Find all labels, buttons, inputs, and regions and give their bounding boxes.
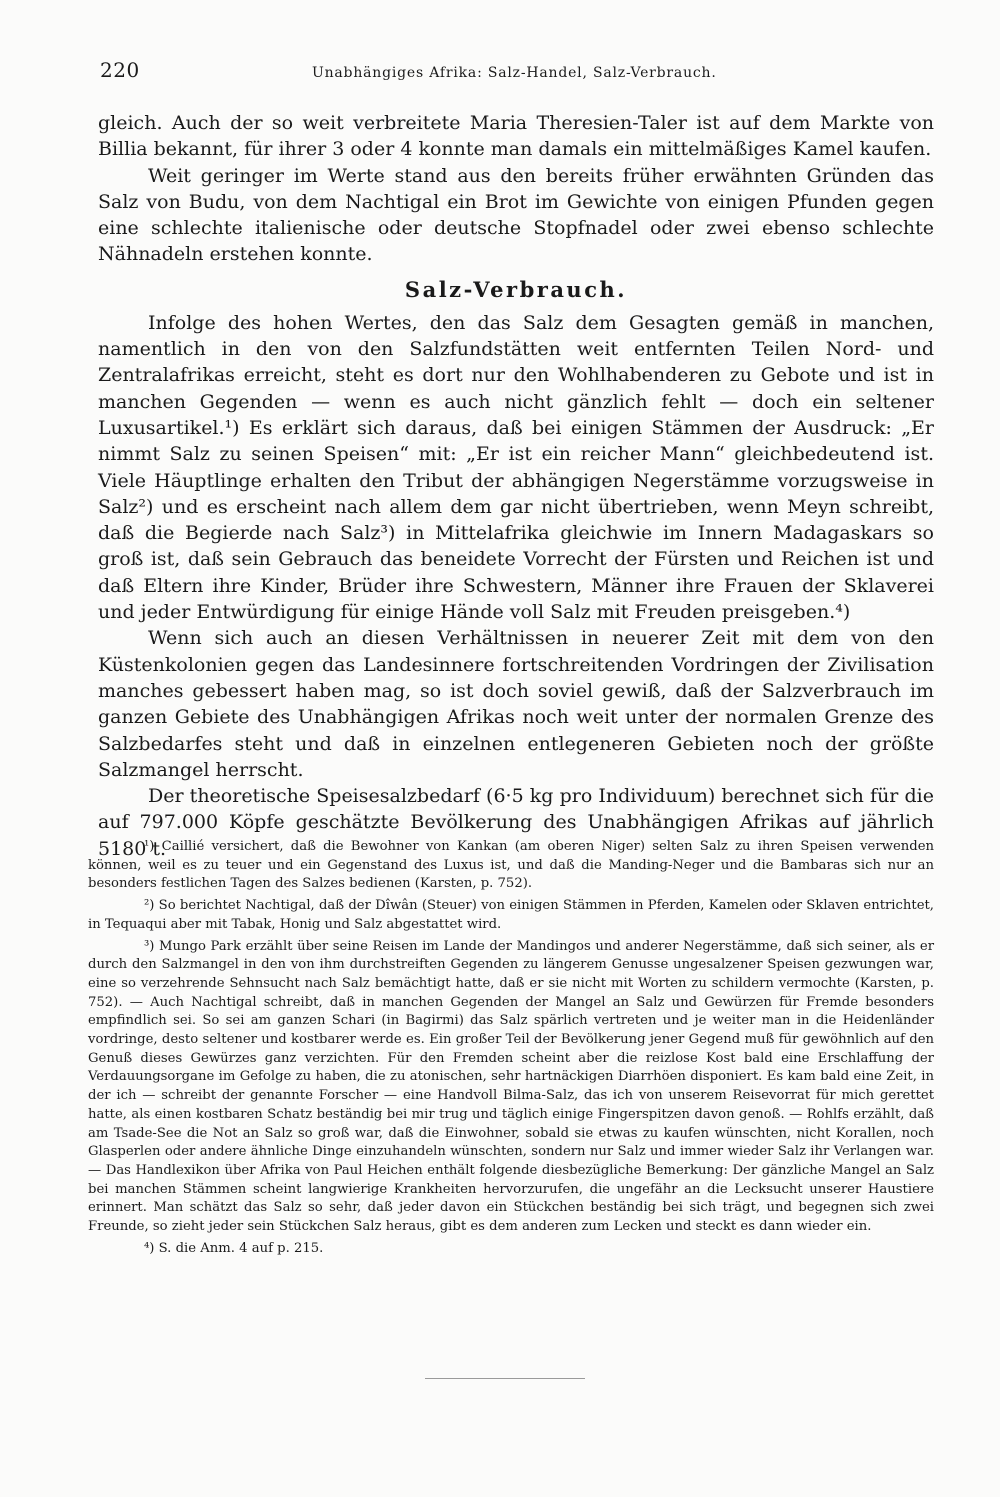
footnote-1: ¹) Caillié versichert, daß die Bewohner von Kankan (am oberen Niger) selten Salz zu ihren Speisen verwenden können, weil es zu teuer und ein Gegenstand des Luxus ist, und daß die Manding-Neger und die Bambaras sich nur an besonders festlichen Tagen des Salzes bedienen (Karsten, p. 752). — [88, 839, 934, 892]
running-title: Unabhängiges Afrika: Salz-Handel, Salz-Verbrauch. — [312, 65, 717, 81]
footnote-4: ⁴) S. die Anm. 4 auf p. 215. — [144, 1240, 324, 1256]
paragraph-salt-demand: Der theoretische Speisesalzbedarf (6·5 kg pro Individuum) berechnet sich für die auf 797.000 Köpfe geschätzte Bevölkerung des Unabhängigen Afrikas auf jährlich 5180 t. — [98, 785, 934, 860]
page-header — [100, 58, 930, 88]
footnote-2: ²) So berichtet Nachtigal, daß der Dîwân (Steuer) von einigen Stämmen in Pferden, Kamelen oder Sklaven entrichtet, in Tequaqui aber mit Tabak, Honig und Salz abgestattet wird. — [88, 898, 934, 932]
main-text — [98, 110, 934, 862]
paragraph-salt-value: Infolge des hohen Wertes, den das Salz dem Gesagten gemäß in manchen, namentlich in den von den Salzfundstätten weit entfernten Teilen Nord- und Zentralafrikas erreicht, steht es dort nur den Wohlhabenderen zu Gebote und ist in manchen Gegenden — wenn es auch nicht gänzlich fehlt — doch ein seltener Luxusartikel.¹) Es erklärt sich daraus, daß bei einigen Stämmen der Ausdruck: „Er nimmt Salz zu seinen Speisen“ mit: „Er ist ein reicher Mann“ gleichbedeutend ist. Viele Häuptlinge erhalten den Tribut der abhängigen Negerstämme vorzugsweise in Salz²) und es erscheint nach allem dem gar nicht übertrieben, wenn Meyn schreibt, daß die Begierde nach Salz³) in Mittelafrika gleichwie im Innern Madagaskars so groß ist, daß sein Gebrauch das beneidete Vorrecht der Fürsten und Reichen ist und daß Eltern ihre Kinder, Brüder ihre Schwestern, Männer ihre Frauen der Sklaverei und jeder Entwürdigung für einige Hände voll Salz mit Freuden preisgeben.⁴) — [98, 311, 934, 624]
footnote-3: ³) Mungo Park erzählt über seine Reisen im Lande der Mandingos und anderer Negerstämme, daß sich seiner, als er durch den Salzmangel in den von ihm durchstreiften Gegenden zu längerem Genusse ungesalzener Speisen gezwungen war, eine so verzehrende Sehnsucht nach Salz bemächtigt hatte, daß er sie nicht mit Worten zu schildern vermochte (Karsten, p. 752). — Auch Nachtigal schreibt, daß in manchen Gegenden der Mangel an Salz und Gewürzen für Fremde besonders empfindlich sei. So sei am ganzen Schari (in Bagirmi) das Salz spärlich vertreten und je weiter man in die Heidenländer vordringe, desto seltener und kostbarer werde es. Ein großer Teil der Bevölkerung jener Gegend muß für gewöhnlich auf den Genuß dieses Gewürzes ganz verzichten. Für den Fremden scheint aber die reizlose Kost bald eine Erschlaffung der Verdauungsorgane im Gefolge zu haben, die zu atonischen, sehr hartnäckigen Diarrhöen disponiert. Es kam bald eine Zeit, in der ich — schreibt der genannte Forscher — eine Handvoll Bilma-Salz, das ich von unserem Reisevorrat für mich gerettet hatte, als einen kostbaren Schatz beständig bei mir trug und täglich einige Fingerspitzen davon genoß. — Rohlfs erzählt, daß am Tsade-See die Not an Salz so groß war, daß die Einwohner, sobald sie etwas zu kaufen wünschten, nicht Korallen, noch Glasperlen oder andere ähnliche Dinge einzuhandeln wünschten, sondern nur Salz und immer wieder Salz ihr Verlangen war. — Das Handlexikon über Afrika von Paul Heichen enthält folgende diesbezügliche Bemerkung: Der gänzliche Mangel an Salz bei manchen Stämmen scheint langwierige Krankheiten hervorzurufen, die ungefähr an die Lecksucht unserer Haustiere erinnert. Man schätzt das Salz so sehr, daß jeder davon ein Stückchen beständig bei sich trägt, und begegnen sich zwei Freunde, so zieht jeder sein Stückchen Salz heraus, gibt es dem anderen zum Lecken und steckt es dann wieder ein. — [88, 938, 934, 1235]
paragraph-budu-salt: Weit geringer im Werte stand aus den bereits früher erwähnten Gründen das Salz von Budu, von dem Nachtigal ein Brot im Gewichte von einigen Pfunden gegen eine schlechte italienische oder deutsche Stopfnadel oder zwei ebenso schlechte Nähnadeln erstehen konnte. — [98, 164, 934, 266]
paragraph-salt-consumption: Wenn sich auch an diesen Verhältnissen in neuerer Zeit mit dem von den Küstenkolonien gegen das Landesinnere fortschreitenden Vordringen der Zivilisation manches gebessert haben mag, so ist doch soviel gewiß, daß der Salzverbrauch im ganzen Gebiete des Unabhängigen Afrikas noch weit unter der normalen Grenze des Salzbedarfes steht und daß in einzelnen entlegeneren Gebieten noch der größte Salzmangel herrscht. — [98, 627, 934, 781]
paragraph-continuation: gleich. Auch der so weit verbreitete Maria Theresien-Taler ist auf dem Markte von Billia bekannt, für ihrer 3 oder 4 konnte man damals ein mittelmäßiges Kamel kaufen. — [98, 112, 934, 161]
page-number: 220 — [100, 58, 140, 82]
section-heading: Salz-Verbrauch. — [404, 276, 628, 302]
footnotes — [88, 838, 934, 1261]
bottom-divider — [425, 1378, 585, 1379]
